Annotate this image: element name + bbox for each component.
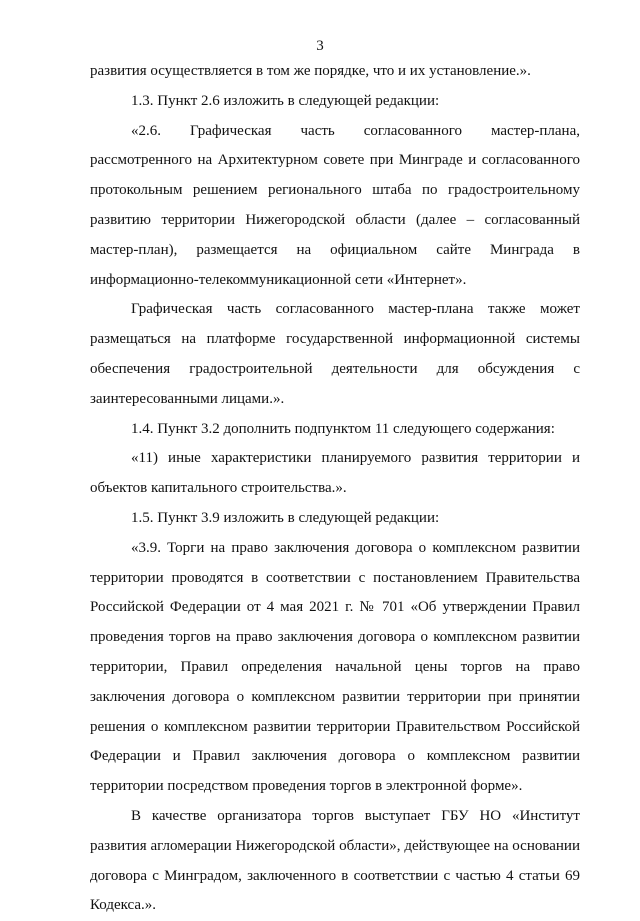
- paragraph-item-1-4: 1.4. Пункт 3.2 дополнить подпунктом 11 следующего содержания:: [131, 420, 555, 437]
- paragraph-auction-organizer: В качестве организатора торгов выступает ГБУ НО «Институт развития агломерации Нижегородской области», действующее на основании договора с Минградом, заключенного в соответствии с частью 4 статьи 69 Кодекса.».: [90, 807, 580, 914]
- paragraph-subclause-11: «11) иные характеристики планируемого развития территории и объектов капитального строительства.».: [90, 450, 580, 497]
- page-number: 3: [316, 38, 324, 54]
- paragraph-graphic-part: Графическая часть согласованного мастер-плана также может размещаться на платформе государственной информационной системы обеспечения градостроительной деятельности для обсуждения с заинтересованными лицами.».: [90, 301, 580, 407]
- paragraph-clause-3-9: «3.9. Торги на право заключения договора о комплексном развитии территории проводятся в соответствии с постановлением Правительства Российской Федерации от 4 мая 2021 г. № 701 «Об утверждении Правил проведения торгов на право заключения договора о комплексном развитии территории, Правил определения начальной цены торгов на право заключения договора о комплексном развитии территории при принятии решения о комплексном развитии территории Правительством Российской Федерации и Правил заключения договора о комплексном развитии территории посредством проведения торгов в электронной форме».: [90, 539, 580, 795]
- paragraph-item-1-5: 1.5. Пункт 3.9 изложить в следующей редакции:: [131, 509, 440, 526]
- paragraph-continuation: развития осуществляется в том же порядке, что и их установление.».: [90, 63, 531, 79]
- document-body: [90, 57, 580, 921]
- paragraph-clause-2-6: «2.6. Графическая часть согласованного мастер-плана, рассмотренного на Архитектурном совете при Минграде и согласованного протокольным решением регионального штаба по градостроительному развитию территории Нижегородской области (далее – согласованный мастер-план), размещается на официальном сайте Минграда в информационно-телекоммуникационной сети «Интернет».: [90, 122, 580, 288]
- paragraph-item-1-3: 1.3. Пункт 2.6 изложить в следующей редакции:: [131, 92, 440, 109]
